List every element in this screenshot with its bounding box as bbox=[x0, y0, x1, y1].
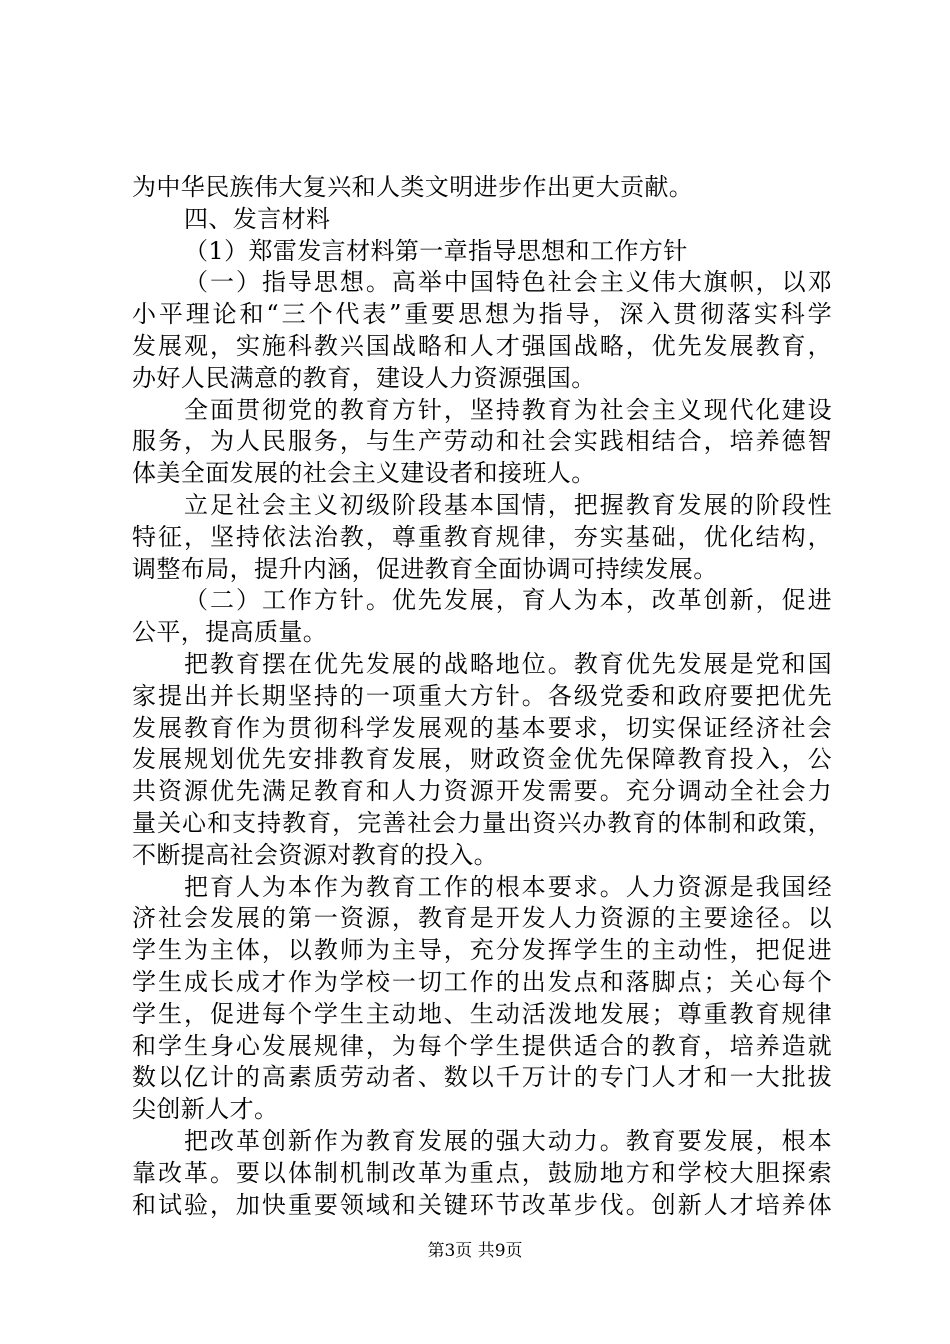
text-line: 数以亿计的高素质劳动者、数以千万计的专门人才和一大批拔 bbox=[132, 1063, 832, 1092]
text-line: 服务，为人民服务，与生产劳动和社会实践相结合，培养德智 bbox=[132, 427, 832, 456]
text-line: 不断提高社会资源对教育的投入。 bbox=[132, 840, 498, 869]
text-line: 小平理论和“三个代表”重要思想为指导，深入贯彻落实科学 bbox=[132, 300, 832, 329]
text-line: 调整布局，提升内涵，促进教育全面协调可持续发展。 bbox=[132, 554, 718, 583]
text-line: 靠改革。要以体制机制改革为重点，鼓励地方和学校大胆探索 bbox=[132, 1158, 832, 1187]
text-line: 为中华民族伟大复兴和人类文明进步作出更大贡献。 bbox=[132, 173, 694, 201]
text-line: 济社会发展的第一资源，教育是开发人力资源的主要途径。以 bbox=[132, 904, 832, 933]
text-line: 办好人民满意的教育，建设人力资源强国。 bbox=[132, 363, 596, 392]
text-line: 发展观，实施科教兴国战略和人才强国战略，优先发展教育， bbox=[132, 331, 832, 360]
text-line: 尖创新人才。 bbox=[132, 1095, 279, 1124]
text-line: 和学生身心发展规律，为每个学生提供适合的教育，培养造就 bbox=[132, 1031, 832, 1060]
text-line: 学生成长成才作为学校一切工作的出发点和落脚点；关心每个 bbox=[132, 967, 832, 996]
text-line: 体美全面发展的社会主义建设者和接班人。 bbox=[132, 459, 596, 488]
text-line: 学生为主体，以教师为主导，充分发挥学生的主动性，把促进 bbox=[132, 936, 832, 965]
text-line: 家提出并长期坚持的一项重大方针。各级党委和政府要把优先 bbox=[132, 681, 832, 710]
text-line: 全面贯彻党的教育方针，坚持教育为社会主义现代化建设 bbox=[184, 395, 832, 424]
text-line: 发展教育作为贯彻科学发展观的基本要求，切实保证经济社会 bbox=[132, 713, 832, 742]
text-line: （二）工作方针。优先发展，育人为本，改革创新，促进 bbox=[184, 586, 832, 615]
text-line: 四、发言材料 bbox=[184, 204, 331, 233]
text-line: 把改革创新作为教育发展的强大动力。教育要发展，根本 bbox=[184, 1126, 832, 1155]
text-line: 量关心和支持教育，完善社会力量出资兴办教育的体制和政策， bbox=[132, 808, 832, 837]
text-line: 共资源优先满足教育和人力资源开发需要。充分调动全社会力 bbox=[132, 777, 832, 806]
text-line: 公平，提高质量。 bbox=[132, 618, 328, 647]
document-body bbox=[132, 172, 832, 1221]
text-line: 学生，促进每个学生主动地、生动活泼地发展；尊重教育规律 bbox=[132, 999, 832, 1028]
text-line: 立足社会主义初级阶段基本国情，把握教育发展的阶段性 bbox=[184, 490, 832, 519]
text-line: （一）指导思想。高举中国特色社会主义伟大旗帜，以邓 bbox=[184, 268, 832, 297]
text-line: 发展规划优先安排教育发展，财政资金优先保障教育投入，公 bbox=[132, 745, 832, 774]
text-line: 把教育摆在优先发展的战略地位。教育优先发展是党和国 bbox=[184, 649, 832, 678]
text-line: （1）郑雷发言材料第一章指导思想和工作方针 bbox=[184, 236, 688, 265]
page-number-footer: 第3页 共9页 bbox=[427, 1241, 523, 1261]
text-line: 和试验，加快重要领域和关键环节改革步伐。创新人才培养体 bbox=[132, 1190, 832, 1219]
text-line: 把育人为本作为教育工作的根本要求。人力资源是我国经 bbox=[184, 872, 832, 901]
text-line: 特征，坚持依法治教，尊重教育规律，夯实基础，优化结构， bbox=[132, 522, 832, 551]
